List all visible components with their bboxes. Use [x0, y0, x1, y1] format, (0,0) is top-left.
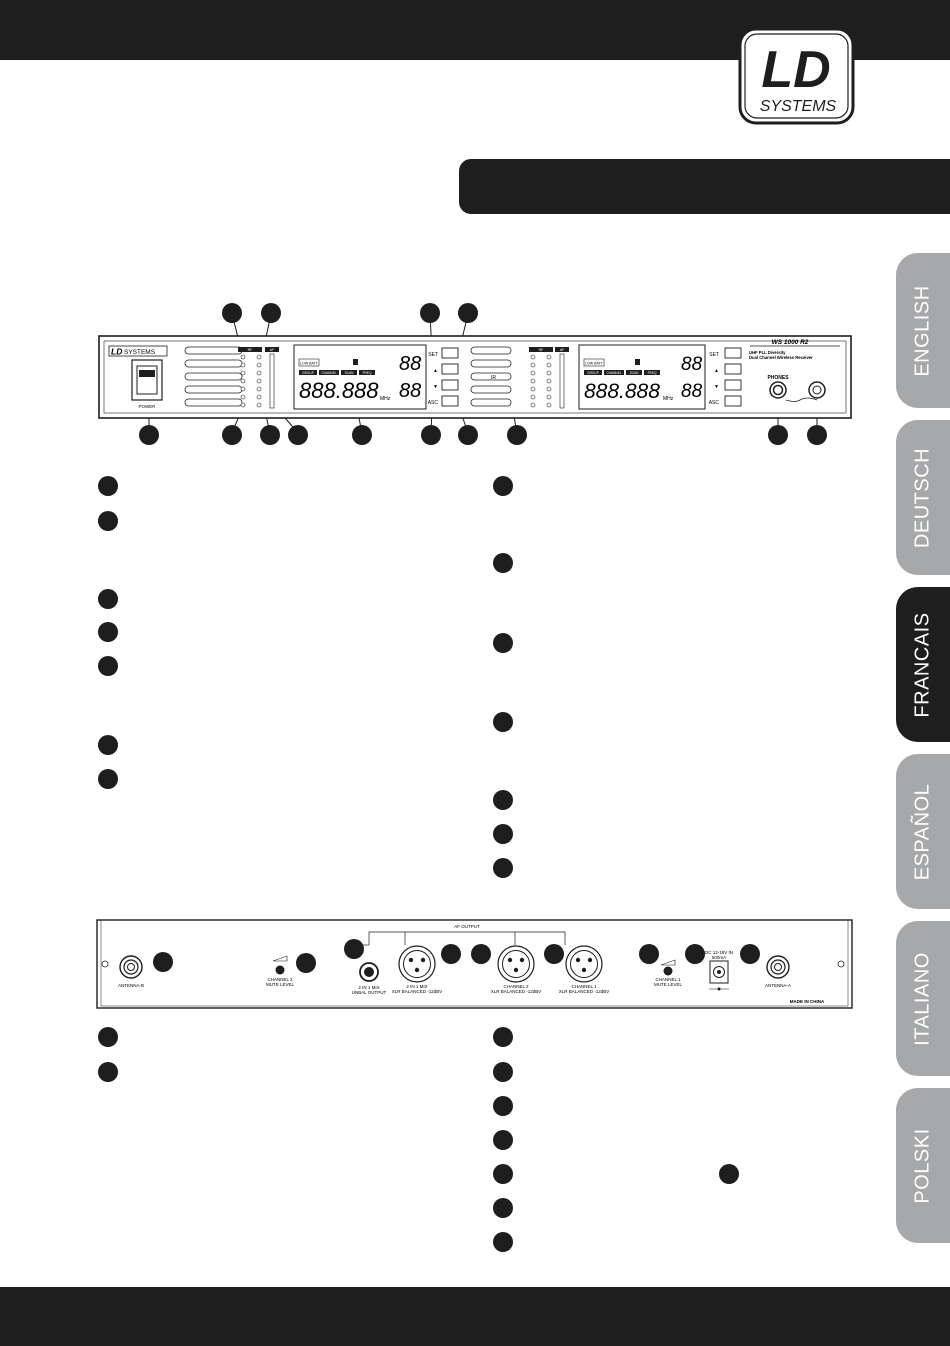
- legend-bullet: [98, 1027, 118, 1047]
- svg-text:▲: ▲: [714, 368, 719, 374]
- legend-bullet: [98, 622, 118, 642]
- tab-label: ITALIANO: [911, 951, 934, 1046]
- legend-bullet: [493, 824, 513, 844]
- power-label: POWER: [138, 404, 156, 409]
- ch2-asc-button[interactable]: [442, 396, 458, 406]
- svg-text:88: 88: [399, 380, 422, 402]
- svg-text:UNBAL OUTPUT: UNBAL OUTPUT: [351, 990, 387, 995]
- svg-text:SET: SET: [428, 352, 438, 358]
- svg-text:ANTENNA-A: ANTENNA-A: [764, 983, 792, 988]
- svg-text:FREQ: FREQ: [362, 371, 372, 375]
- svg-text:ASC: ASC: [708, 400, 719, 406]
- svg-text:CHANNEL 2: CHANNEL 2: [503, 984, 529, 989]
- svg-text:AF OUTPUT: AF OUTPUT: [454, 924, 480, 929]
- tab-francais[interactable]: [896, 587, 950, 742]
- ch1-freq-display: 888.888: [584, 380, 660, 403]
- tab-label: DEUTSCH: [911, 447, 934, 548]
- logo-brand: LD: [761, 41, 831, 99]
- svg-text:▼: ▼: [714, 384, 719, 390]
- tab-label: ENGLISH: [911, 284, 934, 377]
- svg-text:PHONES: PHONES: [767, 375, 789, 381]
- rear-panel-diagram: [95, 915, 855, 1015]
- legend-bullet: [98, 769, 118, 789]
- ch1-asc-button[interactable]: [725, 396, 741, 406]
- legend-bullet: [493, 1027, 513, 1047]
- tab-english[interactable]: [896, 253, 950, 408]
- ch1-mute-pot[interactable]: [664, 967, 673, 976]
- legend-bullet: [493, 553, 513, 573]
- svg-text:RF: RF: [247, 348, 253, 352]
- ch1-down-button[interactable]: [725, 380, 741, 390]
- legend-bullet: [493, 1130, 513, 1150]
- svg-text:AF: AF: [559, 348, 565, 352]
- svg-text:LOW BATT: LOW BATT: [300, 361, 318, 366]
- svg-text:88: 88: [399, 353, 422, 375]
- svg-text:GROUP: GROUP: [587, 371, 599, 375]
- svg-text:UHF PLL Diversity: UHF PLL Diversity: [749, 350, 786, 355]
- svg-text:ASC: ASC: [427, 400, 438, 406]
- legend-bullet: [493, 790, 513, 810]
- svg-text:SCAN: SCAN: [629, 371, 639, 375]
- legend-bullet: [493, 712, 513, 732]
- svg-text:XLR BALANCED -12dBV: XLR BALANCED -12dBV: [558, 989, 610, 994]
- svg-text:XLR BALANCED -12dBV: XLR BALANCED -12dBV: [391, 989, 443, 994]
- ch2-down-button[interactable]: [442, 380, 458, 390]
- footer-bar: [0, 1287, 950, 1346]
- legend-bullet: [98, 476, 118, 496]
- legend-bullet: [493, 858, 513, 878]
- svg-text:MUTE LEVEL: MUTE LEVEL: [265, 982, 295, 987]
- front-panel-diagram: [95, 300, 855, 450]
- legend-bullet: [493, 1232, 513, 1252]
- ld-systems-logo: [738, 27, 855, 125]
- legend-bullet: [719, 1164, 739, 1184]
- legend-bullet: [493, 1164, 513, 1184]
- tab-italiano[interactable]: [896, 921, 950, 1076]
- svg-text:CHANNEL: CHANNEL: [321, 371, 337, 375]
- ch2-up-button[interactable]: [442, 364, 458, 374]
- svg-text:FREQ: FREQ: [647, 371, 657, 375]
- legend-bullet: [493, 633, 513, 653]
- svg-text:CHANNEL 2: CHANNEL 2: [267, 977, 293, 982]
- svg-text:DC 12-18V IN: DC 12-18V IN: [704, 950, 734, 955]
- svg-text:AF: AF: [269, 348, 275, 352]
- svg-text:▼: ▼: [433, 384, 438, 390]
- svg-text:2 IN 1 MIX: 2 IN 1 MIX: [406, 984, 428, 989]
- tab-label: ESPAÑOL: [911, 783, 934, 880]
- svg-text:2 IN 1 MIX: 2 IN 1 MIX: [358, 985, 380, 990]
- svg-text:▲: ▲: [433, 368, 438, 374]
- legend-bullet: [98, 735, 118, 755]
- legend-bullet: [493, 1096, 513, 1116]
- legend-bullet: [493, 476, 513, 496]
- ch2-set-button[interactable]: [442, 348, 458, 358]
- ch1-up-button[interactable]: [725, 364, 741, 374]
- svg-text:XLR BALANCED -12dBV: XLR BALANCED -12dBV: [490, 989, 542, 994]
- svg-text:88: 88: [681, 381, 703, 402]
- svg-text:MADE IN CHINA: MADE IN CHINA: [789, 999, 825, 1004]
- legend-bullet: [98, 656, 118, 676]
- svg-text:CHANNEL 1: CHANNEL 1: [571, 984, 597, 989]
- legend-bullet: [98, 589, 118, 609]
- svg-text:MHz: MHz: [380, 396, 391, 402]
- ch2-freq-display: 888.888: [299, 378, 379, 403]
- svg-text:GROUP: GROUP: [302, 371, 314, 375]
- svg-text:SCAN: SCAN: [344, 371, 354, 375]
- ch1-set-button[interactable]: [725, 348, 741, 358]
- svg-text:SET: SET: [709, 352, 719, 358]
- legend-bullet: [98, 511, 118, 531]
- tab-label: POLSKI: [911, 1127, 934, 1204]
- legend-bullet: [493, 1198, 513, 1218]
- svg-text:Dual Channel Wireless Receiver: Dual Channel Wireless Receiver: [749, 355, 813, 360]
- tab-label: FRANCAIS: [911, 611, 934, 718]
- svg-text:CHANNEL: CHANNEL: [606, 371, 622, 375]
- legend-bullet: [98, 1062, 118, 1082]
- tab-polski[interactable]: [896, 1088, 950, 1243]
- legend-bullet: [493, 1062, 513, 1082]
- svg-text:ANTENNA-B: ANTENNA-B: [117, 983, 145, 988]
- svg-text:88: 88: [681, 354, 703, 375]
- svg-text:RF: RF: [538, 348, 544, 352]
- section-title-bar: [459, 159, 950, 214]
- svg-text:500mA: 500mA: [711, 955, 727, 960]
- svg-text:LOW BATT: LOW BATT: [585, 361, 603, 366]
- front-brand-systems: SYSTEMS: [124, 349, 156, 356]
- tab-espanol[interactable]: [896, 754, 950, 909]
- svg-text:MUTE LEVEL: MUTE LEVEL: [653, 982, 683, 987]
- svg-text:IR: IR: [491, 375, 496, 381]
- front-brand-ld: LD: [111, 346, 123, 357]
- ch2-mute-pot[interactable]: [276, 966, 285, 975]
- tab-deutsch[interactable]: [896, 420, 950, 575]
- svg-text:MHz: MHz: [663, 396, 674, 402]
- model-label: WS 1000 R2: [771, 339, 809, 346]
- logo-sub: SYSTEMS: [759, 98, 837, 115]
- svg-text:CHANNEL 1: CHANNEL 1: [655, 977, 681, 982]
